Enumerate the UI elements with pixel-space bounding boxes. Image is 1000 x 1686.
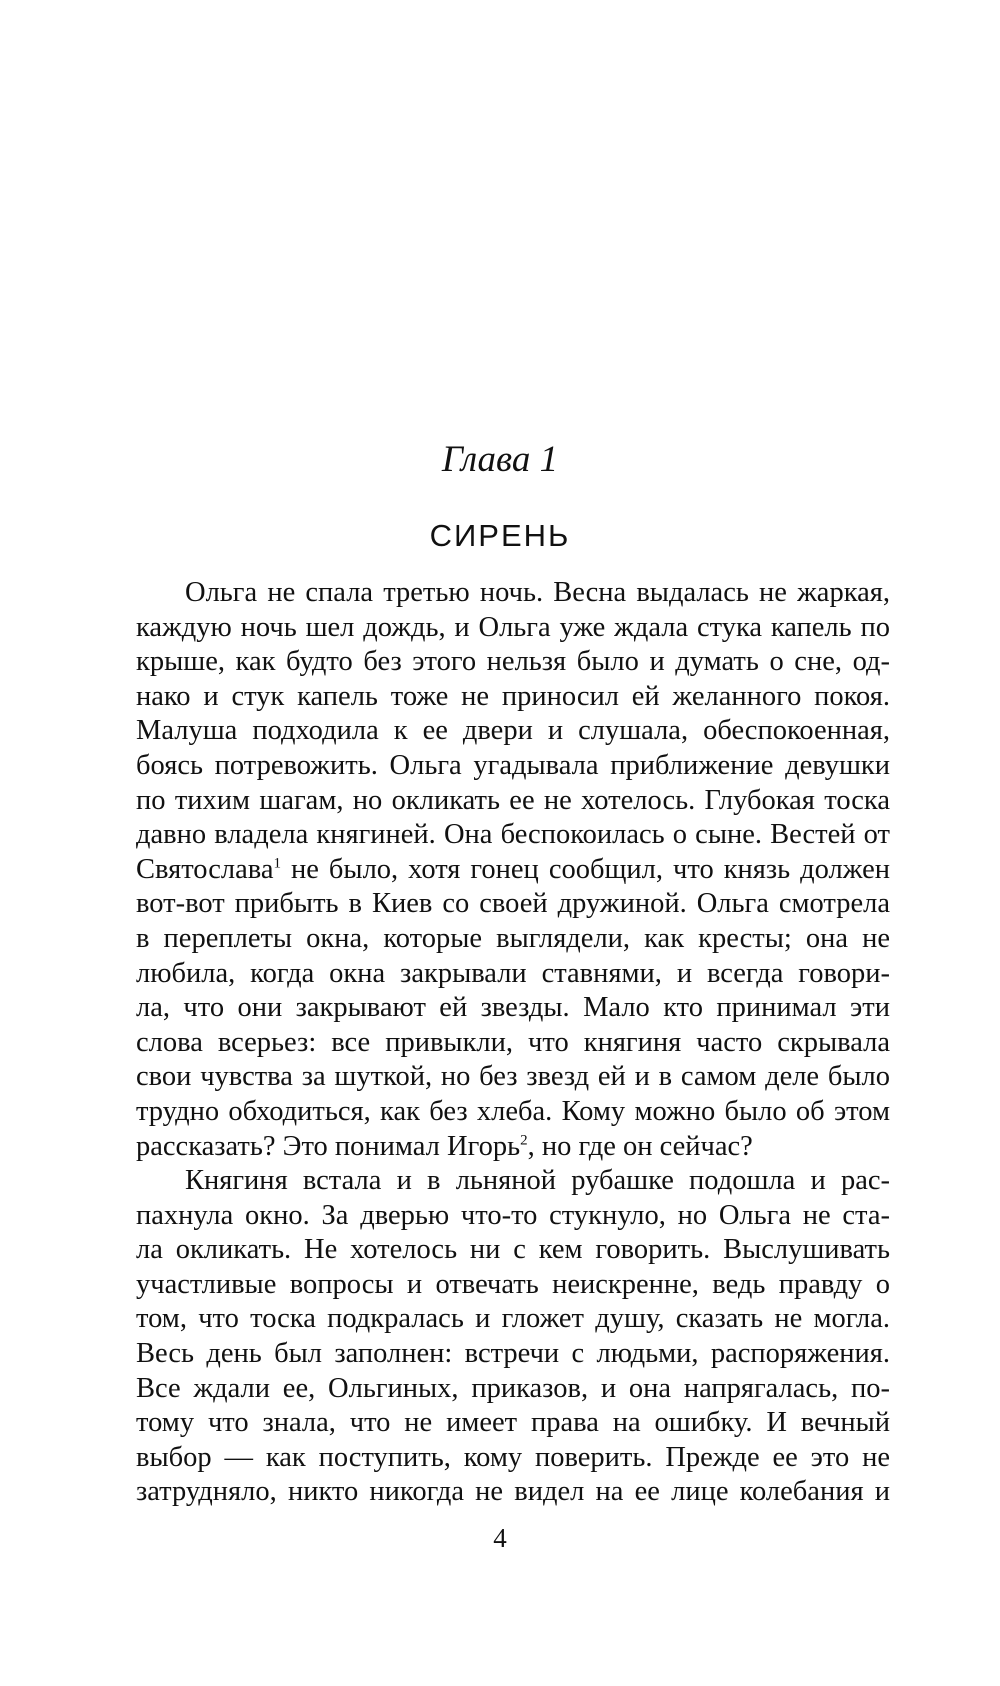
text-fragment: Святослава <box>136 853 274 885</box>
text-line: вот-вот прибыть в Киев со своей дружиной. Ольга смотрела <box>136 888 890 920</box>
text-line: том, что тоска подкралась и гложет душу, сказать не могла. <box>136 1303 890 1335</box>
text-line: Весь день был заполнен: встречи с людьми, распоряжения. <box>136 1338 890 1370</box>
text-line: пахнула окно. За дверью что-то стукнуло, но Ольга не ста- <box>136 1199 890 1231</box>
text-line: каждую ночь шел дождь, и Ольга уже ждала стука капель по <box>136 611 890 643</box>
text-line: давно владела княгиней. Она беспокоилась о сыне. Вестей от <box>136 819 890 851</box>
footnote-ref: 1 <box>273 855 281 872</box>
footnote-ref: 2 <box>520 1132 528 1148</box>
text-line: боясь потревожить. Ольга угадывала приближение девушки <box>136 749 890 781</box>
text-line: нако и стук капель тоже не приносил ей желанного покоя. <box>136 680 890 712</box>
chapter-title: СИРЕНЬ <box>429 518 571 553</box>
text-line: крыше, как будто без этого нельзя было и думать о сне, од- <box>136 646 890 678</box>
chapter-body <box>136 576 890 1510</box>
text-line: Все ждали ее, Ольгиных, приказов, и она напрягалась, по- <box>136 1372 890 1404</box>
text-line: слова всерьез: все привыкли, что княгиня часто скрывала <box>136 1026 890 1058</box>
text-line <box>136 853 890 888</box>
text-line: в переплеты окна, которые выглядели, как кресты; она не <box>136 922 890 954</box>
text-line: любила, когда окна закрывали ставнями, и всегда говори- <box>136 957 890 989</box>
text-line: трудно обходиться, как без хлеба. Кому можно было об этом <box>136 1095 890 1127</box>
text-line: свои чувства за шуткой, но без звезд ей и в самом деле было <box>136 1061 890 1093</box>
text-line: ла окликать. Не хотелось ни с кем говорить. Выслушивать <box>136 1234 890 1266</box>
chapter-label: Глава 1 <box>441 439 559 480</box>
text-line: участливые вопросы и отвечать неискренне, ведь правду о <box>136 1268 890 1300</box>
page-number: 4 <box>493 1523 507 1553</box>
text-line: Малуша подходила к ее двери и слушала, обеспокоенная, <box>136 715 890 747</box>
text-fragment: , но где он сейчас? <box>527 1130 753 1162</box>
text-line: Княгиня встала и в льняной рубашке подошла и рас- <box>185 1165 890 1197</box>
text-line: ла, что они закрывают ей звезды. Мало кто принимал эти <box>136 992 890 1024</box>
text-line <box>136 1130 890 1165</box>
text-line: затрудняло, никто никогда не видел на ее лице колебания и <box>136 1476 890 1508</box>
text-fragment: не было, хотя гонец сообщил, что князь должен <box>291 853 890 885</box>
text-line: Ольга не спала третью ночь. Весна выдалась не жаркая, <box>185 577 890 608</box>
text-fragment: рассказать? Это понимал Игорь <box>136 1130 521 1162</box>
text-line: тому что знала, что не имеет права на ошибку. И вечный <box>136 1407 890 1439</box>
text-line: по тихим шагам, но окликать ее не хотелось. Глубокая тоска <box>136 784 890 816</box>
text-line: выбор — как поступить, кому поверить. Прежде ее это не <box>136 1441 890 1473</box>
